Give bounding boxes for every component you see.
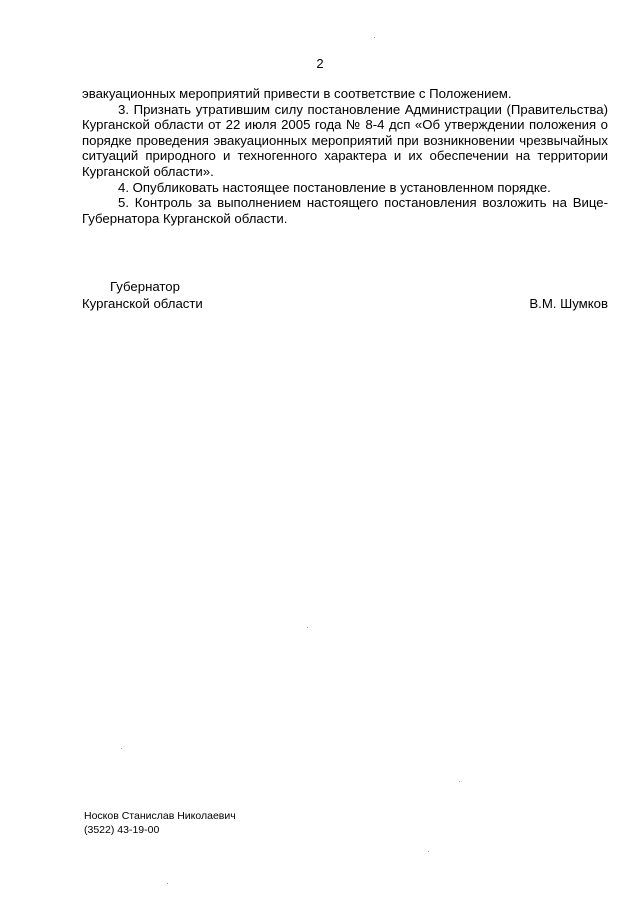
signatory-name: В.М. Шумков <box>529 296 608 311</box>
scan-speck <box>428 851 429 852</box>
paragraph-item-5: 5. Контроль за выполнением настоящего постановления возложить на Вице-Губернатора Курганской области. <box>82 195 608 226</box>
executor-block <box>84 810 236 837</box>
scan-speck <box>167 883 168 884</box>
scan-speck <box>307 627 308 628</box>
signatory-title-line1: Губернатор <box>110 279 180 294</box>
page-number: 2 <box>316 56 324 71</box>
document-body <box>82 86 608 226</box>
scan-speck <box>121 748 122 749</box>
signatory-title-line2: Курганской области <box>82 296 203 311</box>
paragraph-item-4: 4. Опубликовать настоящее постановление в установленном порядке. <box>118 179 551 195</box>
paragraph-item-3: 3. Признать утратившим силу постановление Администрации (Правительства) Курганской области от 22 июля 2005 года № 8-4 дсп «Об утверждении положения о порядке проведения эвакуационных мероприятий при возникновении чрезвычайных ситуаций природного и техногенного характера и их обеспечении на территории Курганской области». <box>82 101 608 179</box>
executor-name: Носков Станислав Николаевич <box>84 810 236 822</box>
scan-speck <box>374 37 375 38</box>
paragraph-continuation: эвакуационных мероприятий привести в соответствие с Положением. <box>82 86 512 101</box>
scan-speck <box>459 781 460 782</box>
executor-phone: (3522) 43-19-00 <box>84 823 160 836</box>
